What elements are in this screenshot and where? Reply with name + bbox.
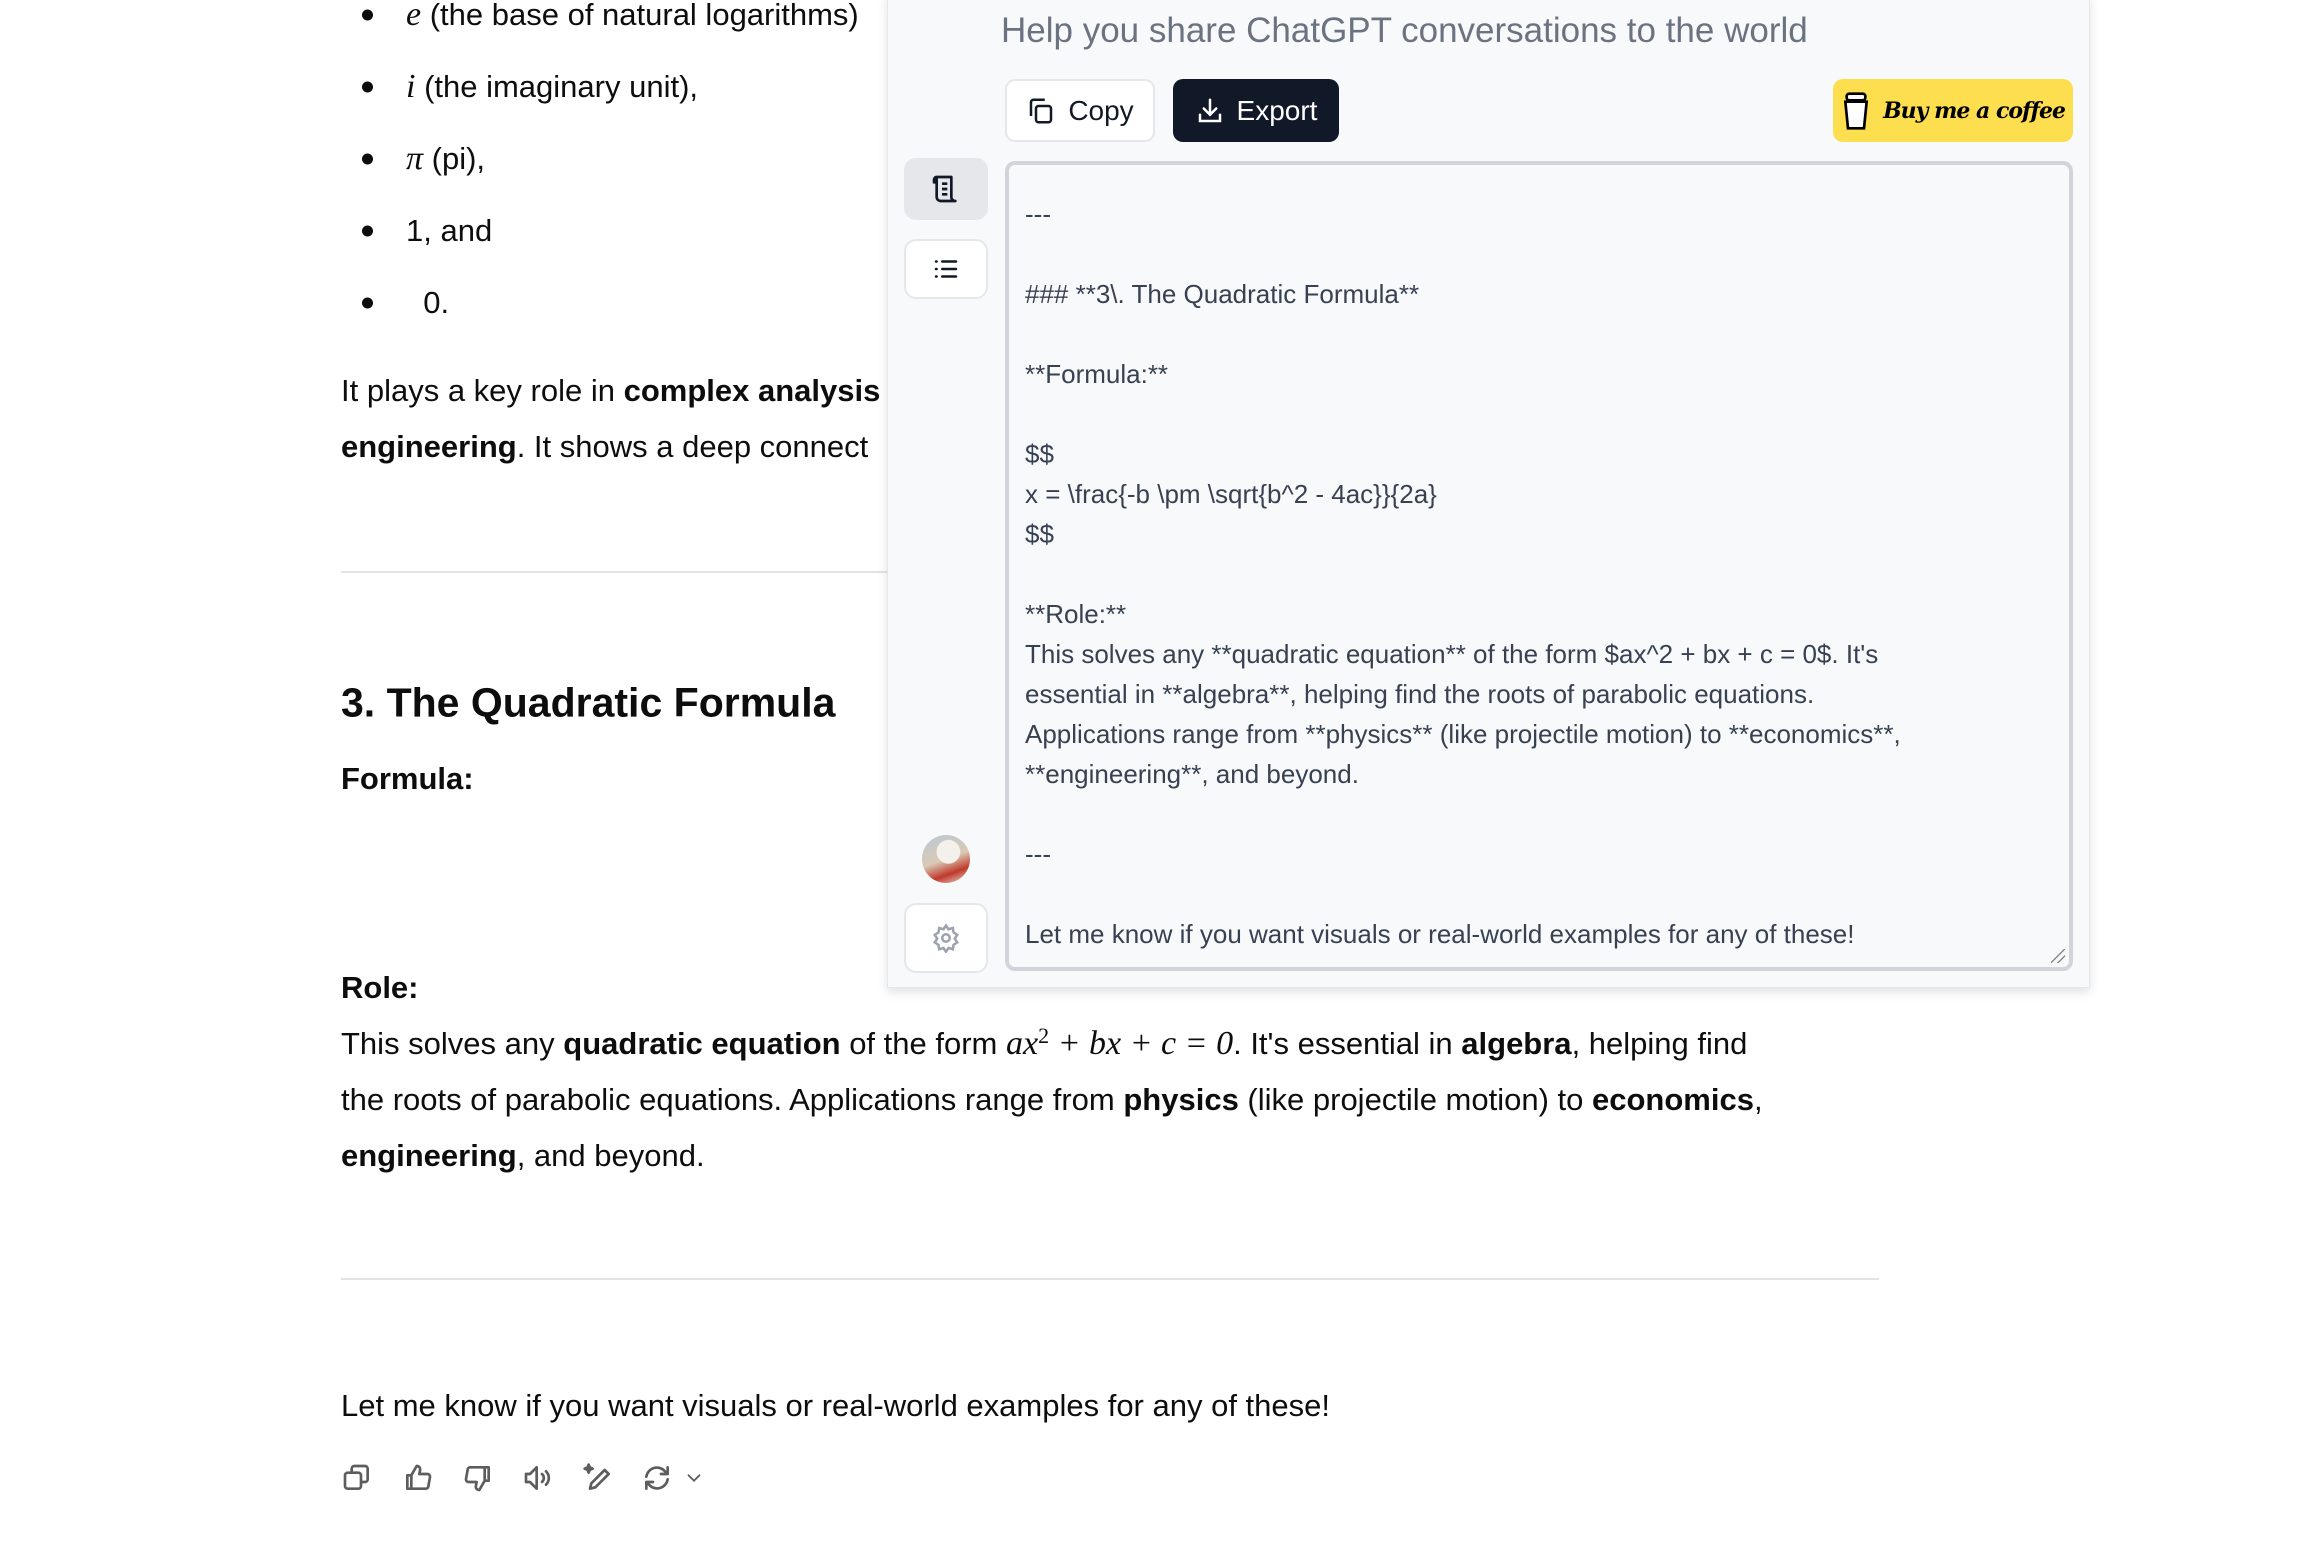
bold-text: quadratic equation	[563, 1026, 841, 1062]
markdown-view-button[interactable]	[904, 158, 988, 220]
bullet	[362, 226, 373, 237]
scroll-icon	[930, 173, 962, 205]
closing-text: Let me know if you want visuals or real-world examples for any of these!	[341, 1388, 1331, 1423]
text: , helping find	[1571, 1026, 1748, 1062]
resize-handle[interactable]	[2051, 949, 2065, 963]
divider	[341, 1278, 1879, 1280]
copy-button[interactable]	[1005, 79, 1155, 142]
markdown-line: Applications range from **physics** (like projectile motion) to **economics**,	[1025, 719, 1901, 749]
chevron-down-icon[interactable]	[683, 1462, 705, 1494]
math-exponent: 2	[1038, 1022, 1050, 1048]
bold-text: algebra	[1461, 1026, 1572, 1062]
list-view-button[interactable]	[904, 239, 988, 299]
gear-icon	[931, 923, 961, 953]
user-avatar[interactable]	[922, 835, 970, 883]
share-extension-panel	[887, 0, 2090, 988]
markdown-line: $$	[1025, 439, 1054, 469]
bold-text: economics	[1592, 1082, 1754, 1117]
markdown-line	[1025, 234, 2053, 274]
export-label: Export	[1236, 94, 1318, 126]
role-label: Role:	[341, 970, 419, 1005]
bold-text: engineering	[341, 1138, 517, 1173]
bullet	[362, 154, 373, 165]
markdown-line: ---	[1025, 839, 1051, 869]
text: . It's essential in	[1233, 1026, 1462, 1062]
paragraph	[341, 429, 868, 465]
markdown-line: x = \frac{-b \pm \sqrt{b^2 - 4ac}}{2a}	[1025, 479, 1437, 509]
markdown-line	[1025, 874, 2053, 914]
markdown-line	[1025, 554, 2053, 594]
paragraph	[341, 373, 880, 409]
text: This solves any	[341, 1026, 564, 1062]
regenerate-icon[interactable]	[641, 1462, 673, 1494]
list-icon	[931, 254, 961, 284]
coffee-cup-icon	[1841, 91, 1871, 131]
text: 0.	[406, 285, 450, 320]
bullet	[362, 10, 373, 21]
list-item	[406, 68, 698, 106]
text: . It shows a deep connect	[516, 429, 869, 464]
thumbs-down-icon[interactable]	[462, 1462, 494, 1494]
read-aloud-icon[interactable]	[522, 1462, 554, 1494]
list-item	[406, 140, 485, 178]
paragraph	[341, 1023, 1747, 1063]
text: (the imaginary unit),	[415, 69, 699, 104]
markdown-line: **Formula:**	[1025, 359, 1169, 389]
bullet	[362, 298, 373, 309]
markdown-line: essential in **algebra**, helping find the roots of parabolic equations.	[1025, 679, 1815, 709]
markdown-line: ---	[1025, 199, 1051, 229]
export-button[interactable]	[1173, 79, 1339, 142]
math: ax	[1005, 1025, 1039, 1063]
bold-text: physics	[1123, 1082, 1239, 1117]
list-item	[406, 285, 449, 321]
markdown-line: $$	[1025, 519, 1054, 549]
coffee-label: Buy me a coffee	[1883, 97, 2065, 124]
markdown-line: This solves any **quadratic equation** of the form $ax^2 + bx + c = 0$. It's	[1025, 639, 1879, 669]
markdown-line: ### **3\. The Quadratic Formula**	[1025, 279, 1420, 309]
settings-button[interactable]	[904, 903, 988, 973]
download-icon	[1195, 96, 1225, 126]
copy-icon	[1026, 96, 1056, 126]
bullet	[362, 82, 373, 93]
text: (pi),	[423, 141, 486, 176]
text: (the base of natural logarithms)	[421, 0, 859, 32]
markdown-textarea[interactable]	[1005, 161, 2073, 971]
buy-me-a-coffee-button[interactable]	[1833, 79, 2073, 142]
copy-label: Copy	[1068, 94, 1134, 126]
markdown-content	[1025, 194, 2053, 954]
section-heading: 3. The Quadratic Formula	[341, 679, 836, 726]
math: π	[406, 140, 424, 177]
text: of the form	[840, 1026, 1006, 1062]
markdown-line: **engineering**, and beyond.	[1025, 759, 1359, 789]
text: It plays a key role in	[341, 373, 624, 408]
text: the roots of parabolic equations. Applications range from	[341, 1082, 1124, 1117]
markdown-line: Let me know if you want visuals or real-world examples for any of these!	[1025, 919, 1855, 949]
text: 1, and	[406, 213, 493, 248]
text: ,	[1753, 1082, 1763, 1117]
copy-icon[interactable]	[341, 1462, 373, 1494]
edit-sparkle-icon[interactable]	[582, 1462, 614, 1494]
formula-label: Formula:	[341, 761, 474, 796]
markdown-line	[1025, 314, 2053, 354]
markdown-line	[1025, 394, 2053, 434]
list-item	[406, 213, 492, 249]
math: i	[406, 68, 416, 105]
math: e	[406, 0, 422, 33]
bold-text: engineering	[341, 429, 517, 464]
thumbs-up-icon[interactable]	[402, 1462, 434, 1494]
markdown-line: **Role:**	[1025, 599, 1127, 629]
list-item	[406, 0, 859, 34]
bold-text: complex analysis	[623, 373, 881, 408]
paragraph	[341, 1138, 705, 1174]
markdown-line	[1025, 794, 2053, 834]
panel-title: Help you share ChatGPT conversations to the world	[1001, 11, 1808, 50]
text: (like projectile motion) to	[1238, 1082, 1592, 1117]
text: , and beyond.	[516, 1138, 705, 1173]
paragraph	[341, 1082, 1763, 1118]
math: + bx + c = 0	[1049, 1025, 1234, 1063]
